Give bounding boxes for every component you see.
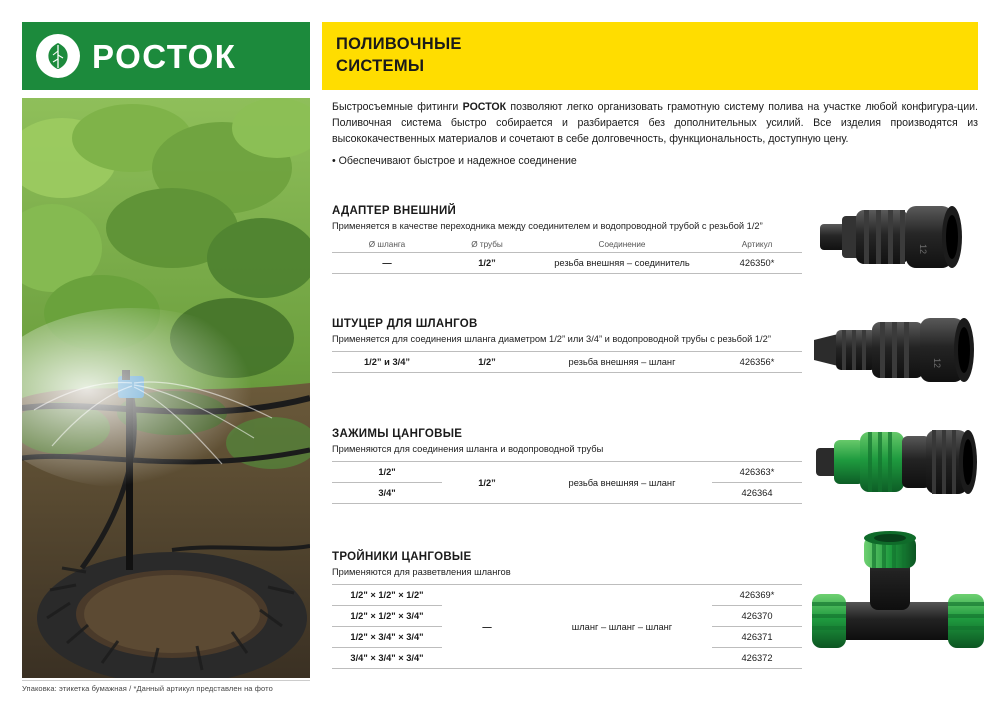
cell-hose: 1/2" × 3/4" × 3/4"	[332, 627, 442, 648]
spec-table	[332, 351, 802, 373]
th-connection: Соединение	[532, 238, 712, 253]
hose-fitting-photo	[810, 300, 985, 405]
section-title: ЗАЖИМЫ ЦАНГОВЫЕ	[332, 428, 463, 440]
cell-hose: 1/2"	[332, 462, 442, 483]
cell-connection-merged: резьба внешняя – шланг	[532, 462, 712, 504]
page-title-line2: СИСТЕМЫ	[336, 56, 425, 75]
intro-pre: Быстросъемные фитинги	[332, 101, 463, 113]
section-subtitle: Применяются для соединения шланга и водопроводной трубы	[332, 444, 604, 454]
intro-brand: РОСТОК	[462, 101, 507, 113]
leaf-icon	[36, 34, 80, 78]
intro-paragraph	[332, 99, 978, 147]
svg-text:12: 12	[918, 244, 928, 255]
cell-hose: 1/2" × 1/2" × 1/2"	[332, 585, 442, 606]
brand-logo	[22, 22, 310, 90]
cell-hose: 3/4" × 3/4" × 3/4"	[332, 648, 442, 669]
section-collet-clamps	[332, 428, 802, 504]
collet-tee-photo	[808, 528, 988, 678]
table-row	[332, 253, 802, 274]
footer-divider	[22, 680, 310, 681]
cell-pipe-merged: —	[442, 585, 532, 669]
section-title: АДАПТЕР ВНЕШНИЙ	[332, 205, 457, 217]
packaging-note: Упаковка: этикетка бумажная	[22, 684, 127, 693]
table-row	[332, 352, 802, 373]
section-adapter-external	[332, 205, 802, 274]
adapter-external-photo	[812, 188, 982, 293]
intro-bullet: • Обеспечивают быстрое и надежное соединение	[332, 155, 577, 167]
cell-hose: 1/2" × 1/2" × 3/4"	[332, 606, 442, 627]
section-subtitle: Применяется в качестве переходника между соединителем и водопроводной трубой с резьбой 1/2”	[332, 221, 763, 231]
cell-article: 426356*	[712, 352, 802, 373]
article-photo-note: *Данный артикул представлен на фото	[133, 684, 273, 693]
intro-post: позволяют легко организовать грамотную систему полива на участке любой конфигура-ции. Поливочная система быстро собирается и разбирается без дополнительных усилий. Все изделия производятся из высококачественных материалов и сочетают в себе долговечность, функциональность, доступную цену.	[332, 101, 979, 146]
cell-pipe-merged: 1/2”	[442, 462, 532, 504]
cell-hose: —	[332, 253, 442, 274]
th-hose-diameter: Ø шланга	[332, 238, 442, 253]
spec-table	[332, 461, 802, 504]
spec-table	[332, 238, 802, 274]
spec-table	[332, 584, 802, 669]
th-article: Артикул	[712, 238, 802, 253]
section-title: ШТУЦЕР ДЛЯ ШЛАНГОВ	[332, 318, 478, 330]
section-collet-tees	[332, 551, 802, 669]
cell-pipe: 1/2”	[442, 352, 532, 373]
cell-article: 426350*	[712, 253, 802, 274]
leaf-icon-svg	[43, 41, 73, 71]
section-title: ТРОЙНИКИ ЦАНГОВЫЕ	[332, 551, 472, 563]
cell-pipe: 1/2”	[442, 253, 532, 274]
cell-article: 426364	[712, 483, 802, 504]
cell-article: 426371	[712, 627, 802, 648]
table-row	[332, 585, 802, 606]
cell-article: 426369*	[712, 585, 802, 606]
hero-photo-svg	[22, 98, 310, 678]
section-subtitle: Применяются для разветвления шлангов	[332, 567, 511, 577]
cell-article: 426363*	[712, 462, 802, 483]
table-row	[332, 462, 802, 483]
page-title-line1: ПОЛИВОЧНЫЕ	[336, 35, 462, 53]
th-pipe-diameter: Ø трубы	[442, 238, 532, 253]
cell-hose: 3/4"	[332, 483, 442, 504]
section-subtitle: Применяется для соединения шланга диаметром 1/2” или 3/4” и водопроводной трубы с резьбой 1/2”	[332, 334, 771, 344]
cell-connection: резьба внешняя – шланг	[532, 352, 712, 373]
section-hose-fitting	[332, 318, 802, 373]
footer-separator: /	[129, 684, 132, 693]
cell-hose: 1/2” и 3/4”	[332, 352, 442, 373]
cell-connection-merged: шланг – шланг – шланг	[532, 585, 712, 669]
brand-name: РОСТОК	[92, 37, 237, 75]
cell-connection: резьба внешняя – соединитель	[532, 253, 712, 274]
page-title-band	[322, 22, 978, 90]
collet-clamp-photo	[812, 412, 987, 517]
hero-photo	[22, 98, 310, 678]
cell-article: 426372	[712, 648, 802, 669]
footer-note	[22, 684, 322, 693]
svg-text:12: 12	[932, 358, 942, 369]
table-header-row	[332, 238, 802, 253]
cell-article: 426370	[712, 606, 802, 627]
